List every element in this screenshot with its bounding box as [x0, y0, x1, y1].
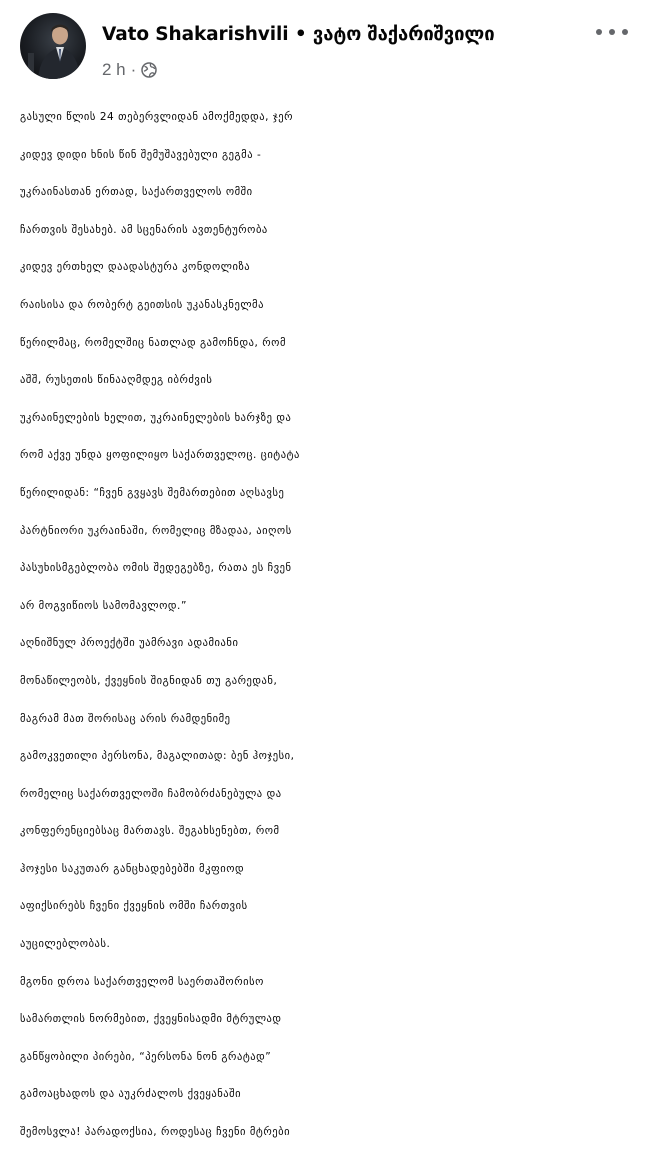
post-text-line: უკრაინელების ხელით, უკრაინელების ხარჯზე და [20, 411, 292, 424]
post-text-line: შემოსვლა! პარადოქსია, როდესაც ჩვენი მტრები [20, 1126, 291, 1139]
more-options-button[interactable] [596, 22, 628, 42]
globe-icon[interactable] [141, 62, 157, 78]
more-options-icon-dot [622, 29, 628, 35]
more-options-icon-dot [596, 29, 602, 35]
post-text-line: სამართლის ნორმებით, ქვეყნისადმი მტრულად [20, 1013, 282, 1026]
post-text-line: ჩართვის შესახებ. ამ სცენარის ავთენტურობა [20, 223, 268, 236]
post-text-line: განწყობილი პირები, “პერსონა ნონ გრატად” [20, 1050, 272, 1063]
post-text-line: რომელიც საქართველოში ჩამობრძანებულა და [20, 787, 282, 800]
post-text-line: კონფერენციებსაც მართავს. შეგახსენებთ, რომ [20, 825, 280, 838]
post-text-line: მონაწილეობს, ქვეყნის შიგნიდან თუ გარედან, [20, 674, 278, 687]
more-options-icon-dot [609, 29, 615, 35]
post-text-line: მაგრამ მათ შორისაც არის რამდენიმე [20, 712, 231, 725]
post-text-line: კიდევ ერთხელ დაადასტურა კონდოლიზა [20, 261, 251, 274]
post-text-line: არ მოგვიწიოს სამომავლოდ.” [20, 599, 187, 612]
post-text-line: აუცილებლობას. [20, 938, 111, 951]
meta-separator: · [130, 60, 137, 79]
post-meta [102, 59, 157, 81]
post-text [20, 99, 636, 1152]
post-text-line: აფიქსირებს ჩვენი ქვეყნის ომში ჩართვის [20, 900, 248, 913]
post-text-line: კიდევ დიდი ხნის წინ შემუშავებული გეგმა - [20, 148, 262, 161]
post-text-line: წერილმაც, რომელშიც ნათლად გამოჩნდა, რომ [20, 336, 286, 349]
post-text-line: ჰოჯესი საკუთარ განცხადებებში მკფიოდ [20, 862, 245, 875]
post-text-line: აშშ, რუსეთის წინააღმდეგ იბრძვის [20, 374, 213, 387]
author-avatar[interactable] [20, 13, 86, 79]
post-text-line: პარტნიორი უკრაინაში, რომელიც მზადაა, აიღოს [20, 524, 292, 537]
author-name[interactable]: Vato Shakarishvili • ვატო შაქარიშვილი [102, 24, 495, 45]
post-text-line: რომ აქვე უნდა ყოფილიყო საქართველოც. ციტატა [20, 449, 300, 462]
post-header [0, 0, 646, 100]
avatar-photo-icon [20, 13, 86, 79]
post-text-line: უკრაინასთან ერთად, საქართველოს ომში [20, 186, 253, 199]
post-text-line: გასული წლის 24 თებერვლიდან ამოქმედდა, ჯერ [20, 111, 293, 123]
post-text-line: გამოკვეთილი პერსონა, მაგალითად: ბენ ჰოჯესი, [20, 750, 295, 763]
post-timestamp[interactable]: 2 h [102, 60, 126, 79]
post-text-line: რაისისა და რობერტ გეითსის უკანასკნელმა [20, 298, 264, 311]
post-text-line: მგონი დროა საქართველომ საერთაშორისო [20, 975, 264, 988]
post-text-line: აღნიშნულ პროექტში უამრავი ადამიანი [20, 637, 239, 650]
post-text-line: პასუხისმგებლობა ომის შედეგებზე, რათა ეს ჩვენ [20, 562, 292, 575]
post-text-line: გამოაცხადოს და აუკრძალოს ქვეყანაში [20, 1088, 242, 1101]
post-text-line: წერილიდან: “ჩვენ გვყავს შემართებით აღსავსე [20, 486, 285, 499]
